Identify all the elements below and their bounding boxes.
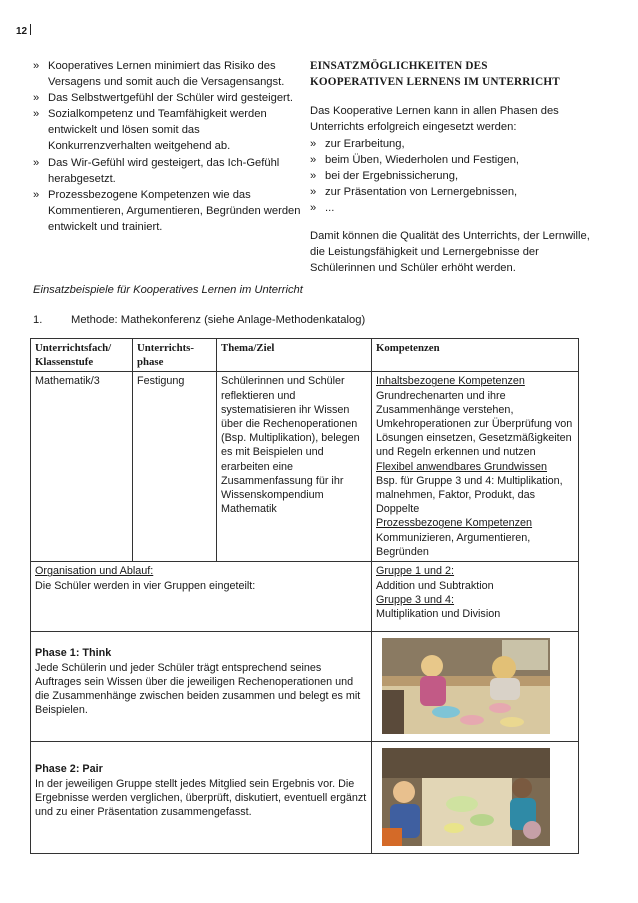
cell-topic: Schülerinnen und Schüler reflektieren und systematisieren ihr Wissen über die Rechenoperationen (Bsp. Multiplikation), belegen es mit Beispielen und erarbeiten eine Zusammenfassung für ihr Wissenskompendium Mathematik bbox=[217, 372, 372, 562]
list-item: » Prozessbezogene Kompetenzen wie das Kommentieren, Argumentieren, Begründen werden entwickelt und trainiert. bbox=[33, 188, 301, 233]
competency-heading: Flexibel anwendbares Grundwissen bbox=[376, 460, 548, 473]
competency-heading: Prozessbezogene Kompetenzen bbox=[376, 517, 533, 530]
left-bullet-list bbox=[33, 58, 301, 235]
method-text: Methode: Mathekonferenz (siehe Anlage-Methodenkatalog) bbox=[71, 314, 366, 326]
header-topic: Thema/Ziel bbox=[217, 339, 372, 372]
table-row-phase1 bbox=[31, 632, 579, 742]
list-item: » ... bbox=[310, 202, 335, 215]
competency-text: Bsp. für Gruppe 3 und 4: Multiplikation, malnehmen, Faktor, Produkt, das Doppelte bbox=[376, 474, 563, 516]
right-column bbox=[310, 58, 590, 276]
intro-text: Das Kooperative Lernen kann in allen Phasen des Unterrichts erfolgreich eingesetzt werden: bbox=[310, 105, 559, 133]
section-heading: EINSATZMÖGLICHKEITEN DES KOOPERATIVEN LERNENS IM UNTERRICHT bbox=[310, 60, 560, 88]
group-text: Multiplikation und Division bbox=[376, 608, 501, 621]
organisation-heading: Organisation und Ablauf: bbox=[35, 565, 154, 578]
group-label: Gruppe 1 und 2: bbox=[376, 565, 455, 578]
method-line bbox=[33, 314, 365, 326]
competency-text: Kommunizieren, Argumentieren, Begründen bbox=[376, 531, 531, 558]
cell-competencies bbox=[372, 372, 579, 562]
competency-heading: Inhaltsbezogene Kompetenzen bbox=[376, 375, 525, 388]
phase-title: Phase 2: Pair bbox=[35, 763, 103, 776]
list-item: » Das Wir-Gefühl wird gesteigert, das Ich-Gefühl herabgesetzt. bbox=[33, 156, 280, 185]
group-label: Gruppe 3 und 4: bbox=[376, 593, 455, 606]
cell-organisation bbox=[31, 562, 372, 632]
competency-text: Grundrechenarten und ihre Zusammenhänge verstehen, Umkehroperationen zur Überprüfung von Lösungen einsetzen, Gesetzmäßigkeiten und Regeln erkennen und nutzen bbox=[376, 389, 573, 459]
header-subject: Unterrichtsfach/ Klassenstufe bbox=[31, 339, 133, 372]
closing-text: Damit können die Qualität des Unterrichts, der Lernwille, die Leistungsfähigkeit und Lernergebnisse der Schülerinnen und Schüler erhöht werden. bbox=[310, 230, 590, 275]
header-competencies: Kompetenzen bbox=[372, 339, 579, 372]
list-item: » Sozialkompetenz und Teamfähigkeit werden entwickelt und lösen somit das Konkurrenzverhalten weitgehend ab. bbox=[33, 108, 267, 153]
list-item: » zur Erarbeitung, bbox=[310, 138, 405, 150]
cell-phase1 bbox=[31, 632, 372, 742]
table-row bbox=[31, 372, 579, 562]
classroom-photo bbox=[382, 748, 550, 846]
cell-subject: Mathematik/3 bbox=[31, 372, 133, 562]
list-item: » Kooperatives Lernen minimiert das Risiko des Versagens und somit auch die Versagensangst. bbox=[33, 60, 285, 89]
usage-list bbox=[310, 136, 590, 216]
cell-phase2 bbox=[31, 742, 372, 854]
cell-phase1-photo bbox=[372, 632, 579, 742]
list-item: » Das Selbstwertgefühl der Schüler wird gesteigert. bbox=[33, 92, 293, 105]
method-table bbox=[30, 338, 579, 854]
group-text: Addition und Subtraktion bbox=[376, 579, 494, 592]
table-header-row bbox=[31, 339, 579, 372]
list-item: » bei der Ergebnissicherung, bbox=[310, 170, 459, 183]
phase-title: Phase 1: Think bbox=[35, 647, 112, 660]
organisation-text: Die Schüler werden in vier Gruppen eingeteilt: bbox=[35, 579, 256, 592]
classroom-photo bbox=[382, 638, 550, 734]
list-item: » beim Üben, Wiederholen und Festigen, bbox=[310, 154, 520, 167]
table-row-organisation bbox=[31, 562, 579, 632]
phase-text: Jede Schülerin und jeder Schüler trägt entsprechend seines Auftrages sein Wissen über die jeweiligen Rechenoperationen und die Zusammenhänge zwischen beiden zusammen und belegt es mit Beispielen. bbox=[35, 661, 361, 717]
cell-phase2-photo bbox=[372, 742, 579, 854]
table-row-phase2 bbox=[31, 742, 579, 854]
header-phase: Unterrichts-phase bbox=[133, 339, 217, 372]
cell-phase: Festigung bbox=[133, 372, 217, 562]
examples-title: Einsatzbeispiele für Kooperatives Lernen im Unterricht bbox=[33, 284, 303, 296]
phase-text: In der jeweiligen Gruppe stellt jedes Mitglied sein Ergebnis vor. Die Ergebnisse werden verglichen, überprüft, diskutiert, eventuell ergänzt und zu einer Präsentation zusammengefasst. bbox=[35, 777, 367, 819]
method-number: 1. bbox=[33, 314, 43, 326]
page-number: 12 bbox=[16, 24, 31, 37]
cell-groups bbox=[372, 562, 579, 632]
list-item: » zur Präsentation von Lernergebnissen, bbox=[310, 186, 518, 199]
